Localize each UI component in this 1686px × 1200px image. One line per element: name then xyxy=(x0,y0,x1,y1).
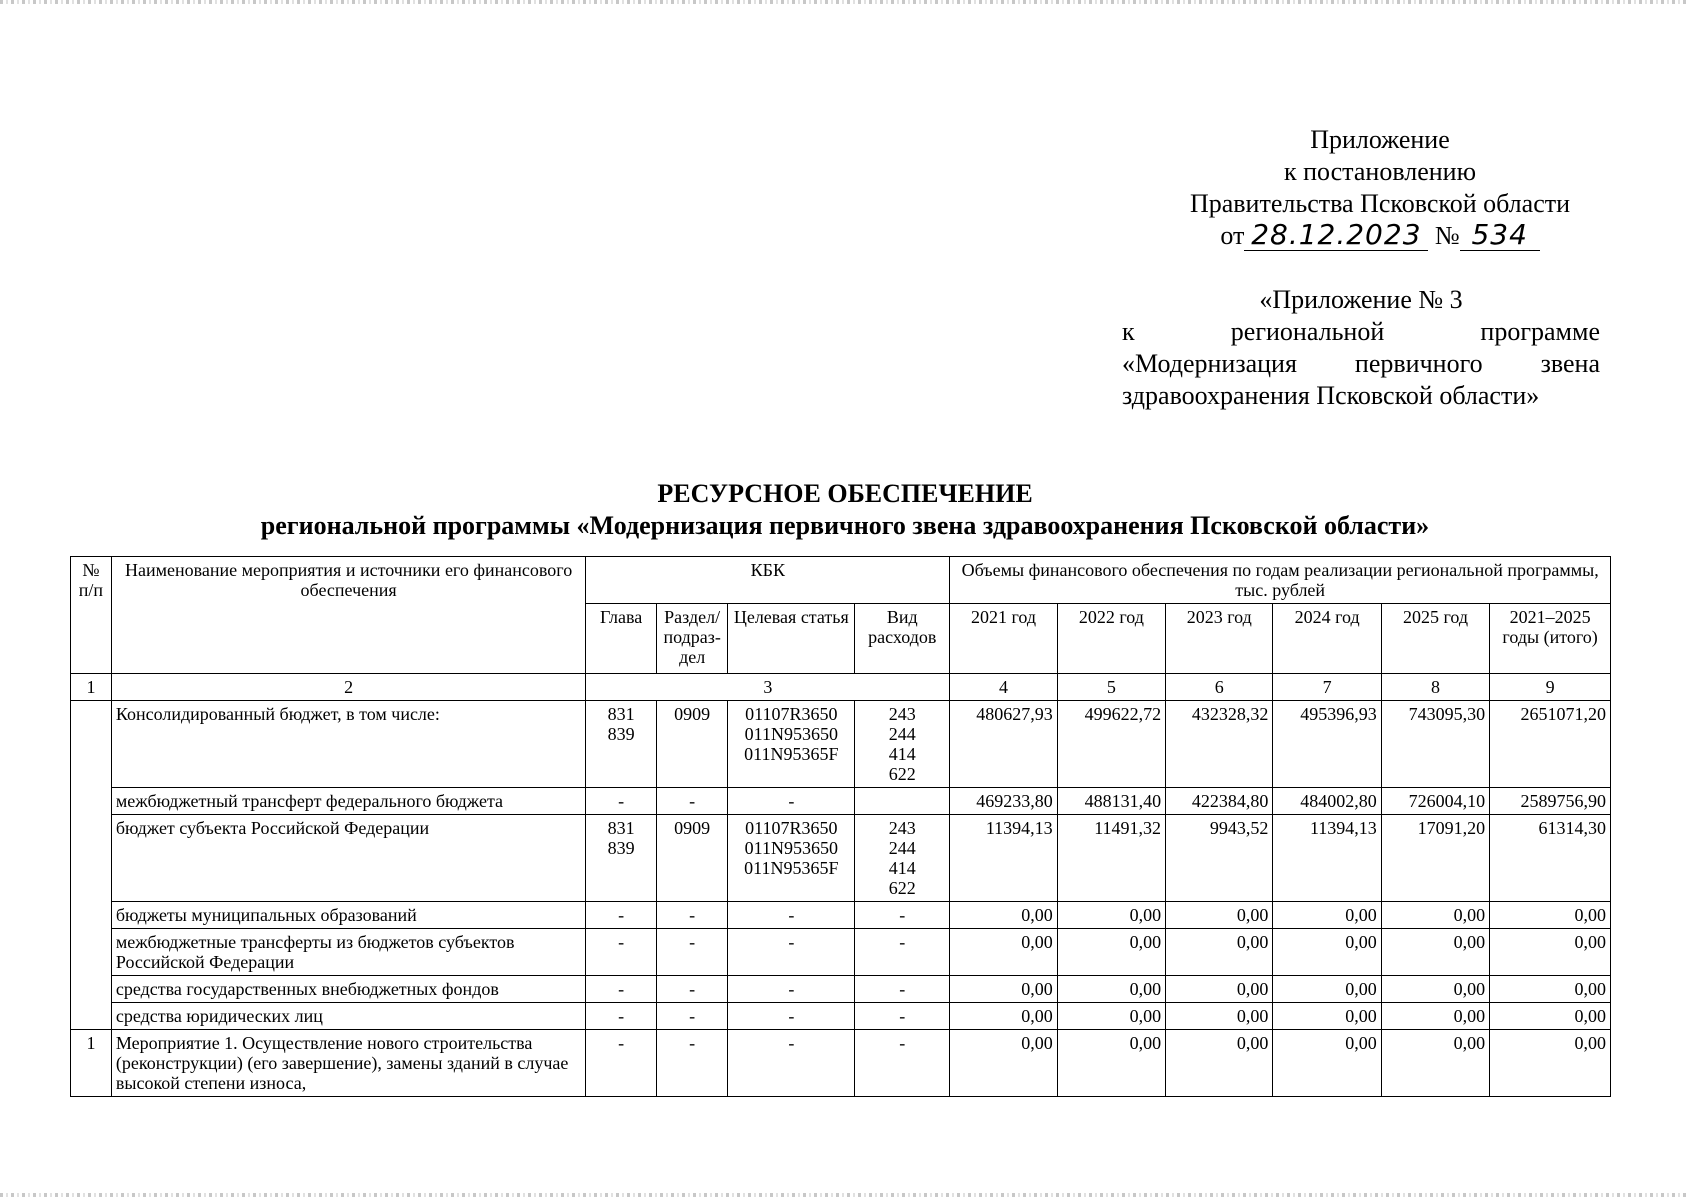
kbk-glava-value: 839 xyxy=(607,724,635,744)
amount-cell: 0,00 xyxy=(950,976,1057,1003)
kbk-glava-value: 831 xyxy=(607,704,635,724)
kbk-statya-value: 011N953650 xyxy=(744,724,838,744)
amount-cell: 0,00 xyxy=(1381,902,1489,929)
kbk-vid-value: - xyxy=(899,1033,906,1053)
title-line-1: РЕСУРСНОЕ ОБЕСПЕЧЕНИЕ xyxy=(657,479,1033,508)
table-row xyxy=(71,902,1611,929)
colnum-9: 9 xyxy=(1490,674,1611,701)
amount-cell: 0,00 xyxy=(1057,1030,1165,1097)
kbk-vid-value: - xyxy=(899,979,906,999)
annex-line-1: «Приложение № 3 xyxy=(1259,285,1463,314)
row-name-cell: межбюджетный трансферт федерального бюджета xyxy=(111,788,585,815)
kbk-statya-value: - xyxy=(788,1006,795,1026)
header-2024: 2024 год xyxy=(1273,604,1381,674)
kbk-statya-value: - xyxy=(788,905,795,925)
annex-line-4: здравоохранения Псковской области» xyxy=(1122,381,1540,410)
kbk-glava-value: - xyxy=(618,791,625,811)
kbk-glava-value: - xyxy=(618,1033,625,1053)
kbk-statya-value: - xyxy=(788,932,795,952)
amount-cell: 0,00 xyxy=(1490,1030,1611,1097)
kbk-razdel-value: 0909 xyxy=(674,704,711,724)
kbk-statya-value: 011N95365F xyxy=(744,744,839,764)
table-header-row-1 xyxy=(71,557,1611,604)
amount-cell: 0,00 xyxy=(1166,1003,1273,1030)
row-name-cell: межбюджетные трансферты из бюджетов субъектов Российской Федерации xyxy=(111,929,585,976)
kbk-statya-value: - xyxy=(788,1033,795,1053)
table-row xyxy=(71,788,1611,815)
kbk-statya-cell xyxy=(728,929,855,976)
kbk-razdel-cell xyxy=(656,788,728,815)
annex-line-3: «Модернизация первичного звена xyxy=(1122,349,1600,378)
amount-cell: 61314,30 xyxy=(1490,815,1611,902)
amount-cell: 2589756,90 xyxy=(1490,788,1611,815)
amount-cell: 11491,32 xyxy=(1057,815,1165,902)
approval-block xyxy=(1160,124,1600,252)
kbk-statya-cell xyxy=(728,1030,855,1097)
amount-cell: 743095,30 xyxy=(1381,701,1489,788)
kbk-statya-value: 01107R3650 xyxy=(745,704,838,724)
table-row xyxy=(71,976,1611,1003)
amount-cell: 0,00 xyxy=(1166,1030,1273,1097)
kbk-razdel-cell xyxy=(656,902,728,929)
resource-table xyxy=(70,556,1611,1097)
kbk-glava-cell xyxy=(586,902,657,929)
amount-cell: 0,00 xyxy=(1381,976,1489,1003)
approval-line-2: к постановлению xyxy=(1283,157,1477,186)
annex-block xyxy=(1122,284,1600,412)
document-title xyxy=(160,478,1530,542)
scan-edge-bottom xyxy=(0,1193,1686,1197)
kbk-razdel-value: - xyxy=(689,979,696,999)
approval-date-line xyxy=(1160,220,1600,252)
kbk-vid-value: - xyxy=(899,905,906,925)
amount-cell: 499622,72 xyxy=(1057,701,1165,788)
amount-cell: 0,00 xyxy=(1381,1003,1489,1030)
annex-line-2: к региональной программе xyxy=(1122,317,1600,346)
kbk-statya-value: 011N953650 xyxy=(744,838,838,858)
amount-cell: 0,00 xyxy=(1381,929,1489,976)
header-2025: 2025 год xyxy=(1381,604,1489,674)
amount-cell: 11394,13 xyxy=(1273,815,1381,902)
title-line-2: региональной программы «Модернизация первичного звена здравоохранения Псковской области» xyxy=(260,511,1430,540)
kbk-statya-value: 011N95365F xyxy=(744,858,839,878)
kbk-glava-value: - xyxy=(618,905,625,925)
header-2021: 2021 год xyxy=(950,604,1057,674)
amount-cell: 9943,52 xyxy=(1166,815,1273,902)
amount-cell: 0,00 xyxy=(950,1030,1057,1097)
kbk-razdel-cell xyxy=(656,976,728,1003)
kbk-vid-value: 243 xyxy=(888,704,916,724)
kbk-razdel-value: - xyxy=(689,905,696,925)
kbk-vid-cell xyxy=(855,976,950,1003)
handwritten-number: 534 xyxy=(1460,220,1540,251)
kbk-glava-cell xyxy=(586,1003,657,1030)
kbk-statya-cell xyxy=(728,1003,855,1030)
colnum-6: 6 xyxy=(1166,674,1273,701)
amount-cell: 0,00 xyxy=(1381,1030,1489,1097)
row-name-cell: средства юридических лиц xyxy=(111,1003,585,1030)
kbk-glava-value: 831 xyxy=(607,818,635,838)
kbk-razdel-cell xyxy=(656,929,728,976)
amount-cell: 480627,93 xyxy=(950,701,1057,788)
amount-cell: 2651071,20 xyxy=(1490,701,1611,788)
amount-cell: 17091,20 xyxy=(1381,815,1489,902)
kbk-glava-cell xyxy=(586,1030,657,1097)
table-row xyxy=(71,701,1611,788)
amount-cell: 495396,93 xyxy=(1273,701,1381,788)
row-number-cell: 1 xyxy=(71,1030,112,1097)
amount-cell: 0,00 xyxy=(1057,902,1165,929)
kbk-statya-value: - xyxy=(788,791,795,811)
approval-line-1: Приложение xyxy=(1310,125,1450,154)
kbk-glava-value: 839 xyxy=(607,838,635,858)
kbk-vid-cell xyxy=(855,902,950,929)
approval-line-3: Правительства Псковской области xyxy=(1189,189,1571,218)
row-name-cell: бюджеты муниципальных образований xyxy=(111,902,585,929)
amount-cell: 0,00 xyxy=(1490,1003,1611,1030)
from-label: от xyxy=(1220,221,1245,250)
colnum-5: 5 xyxy=(1057,674,1165,701)
amount-cell: 488131,40 xyxy=(1057,788,1165,815)
amount-cell: 0,00 xyxy=(1273,1030,1381,1097)
kbk-vid-value: - xyxy=(899,1006,906,1026)
amount-cell: 0,00 xyxy=(1490,976,1611,1003)
kbk-razdel-cell xyxy=(656,815,728,902)
kbk-razdel-value: - xyxy=(689,1006,696,1026)
kbk-vid-cell xyxy=(855,1030,950,1097)
row-name-cell: Консолидированный бюджет, в том числе: xyxy=(111,701,585,788)
amount-cell: 0,00 xyxy=(1273,976,1381,1003)
amount-cell: 0,00 xyxy=(1057,1003,1165,1030)
kbk-razdel-value: - xyxy=(689,1033,696,1053)
header-no: № п/п xyxy=(71,557,112,674)
kbk-razdel-value: - xyxy=(689,791,696,811)
row-name-cell: Мероприятие 1. Осуществление нового строительства (реконструкции) (его завершение), замены зданий в случае высокой степени износа, xyxy=(111,1030,585,1097)
colnum-1: 1 xyxy=(71,674,112,701)
kbk-vid-value: 243 xyxy=(888,818,916,838)
kbk-statya-cell xyxy=(728,701,855,788)
kbk-vid-cell xyxy=(855,1003,950,1030)
header-glava: Глава xyxy=(586,604,657,674)
header-kbk: КБК xyxy=(586,557,950,604)
colnum-3: 3 xyxy=(586,674,950,701)
amount-cell: 432328,32 xyxy=(1166,701,1273,788)
row-number-cell xyxy=(71,701,112,1030)
kbk-vid-cell xyxy=(855,815,950,902)
scan-edge-top xyxy=(0,0,1686,4)
kbk-statya-cell xyxy=(728,976,855,1003)
kbk-glava-value: - xyxy=(618,932,625,952)
table-row xyxy=(71,815,1611,902)
kbk-vid-value: 414 xyxy=(888,744,916,764)
colnum-2: 2 xyxy=(111,674,585,701)
amount-cell: 11394,13 xyxy=(950,815,1057,902)
amount-cell: 469233,80 xyxy=(950,788,1057,815)
kbk-glava-value: - xyxy=(618,1006,625,1026)
kbk-glava-cell xyxy=(586,976,657,1003)
header-2023: 2023 год xyxy=(1166,604,1273,674)
row-name-cell: средства государственных внебюджетных фондов xyxy=(111,976,585,1003)
amount-cell: 0,00 xyxy=(1166,929,1273,976)
colnum-8: 8 xyxy=(1381,674,1489,701)
amount-cell: 0,00 xyxy=(1166,902,1273,929)
header-volumes: Объемы финансового обеспечения по годам реализации региональной программы, тыс. рублей xyxy=(950,557,1611,604)
kbk-statya-value: - xyxy=(788,979,795,999)
kbk-vid-value: 622 xyxy=(888,764,916,784)
kbk-razdel-cell xyxy=(656,1030,728,1097)
handwritten-date: 28.12.2023 xyxy=(1244,220,1428,251)
amount-cell: 422384,80 xyxy=(1166,788,1273,815)
amount-cell: 0,00 xyxy=(1166,976,1273,1003)
kbk-vid-value: - xyxy=(899,932,906,952)
kbk-glava-cell xyxy=(586,815,657,902)
colnum-7: 7 xyxy=(1273,674,1381,701)
kbk-vid-value: 622 xyxy=(888,878,916,898)
kbk-vid-value: 244 xyxy=(888,838,916,858)
kbk-glava-cell xyxy=(586,701,657,788)
number-label: № xyxy=(1434,221,1460,250)
kbk-statya-cell xyxy=(728,788,855,815)
header-name: Наименование мероприятия и источники его финансового обеспечения xyxy=(111,557,585,674)
header-total: 2021–2025 годы (итого) xyxy=(1490,604,1611,674)
header-statya: Целевая статья xyxy=(728,604,855,674)
kbk-statya-cell xyxy=(728,815,855,902)
amount-cell: 0,00 xyxy=(1273,929,1381,976)
amount-cell: 0,00 xyxy=(1273,902,1381,929)
kbk-razdel-value: - xyxy=(689,932,696,952)
kbk-glava-value: - xyxy=(618,979,625,999)
amount-cell: 0,00 xyxy=(1273,1003,1381,1030)
amount-cell: 0,00 xyxy=(1057,929,1165,976)
amount-cell: 0,00 xyxy=(1490,929,1611,976)
row-name-cell: бюджет субъекта Российской Федерации xyxy=(111,815,585,902)
header-razdel: Раздел/ подраз-дел xyxy=(656,604,728,674)
kbk-vid-cell xyxy=(855,788,950,815)
amount-cell: 0,00 xyxy=(1490,902,1611,929)
column-numbers-row xyxy=(71,674,1611,701)
amount-cell: 726004,10 xyxy=(1381,788,1489,815)
colnum-4: 4 xyxy=(950,674,1057,701)
table-row xyxy=(71,1003,1611,1030)
header-vid: Вид расходов xyxy=(855,604,950,674)
kbk-razdel-value: 0909 xyxy=(674,818,711,838)
kbk-razdel-cell xyxy=(656,1003,728,1030)
table-row xyxy=(71,1030,1611,1097)
kbk-glava-cell xyxy=(586,929,657,976)
amount-cell: 0,00 xyxy=(950,1003,1057,1030)
kbk-vid-cell xyxy=(855,701,950,788)
kbk-vid-value: 244 xyxy=(888,724,916,744)
table-row xyxy=(71,929,1611,976)
kbk-vid-cell xyxy=(855,929,950,976)
header-2022: 2022 год xyxy=(1057,604,1165,674)
amount-cell: 0,00 xyxy=(1057,976,1165,1003)
amount-cell: 0,00 xyxy=(950,902,1057,929)
kbk-razdel-cell xyxy=(656,701,728,788)
kbk-vid-value: 414 xyxy=(888,858,916,878)
kbk-statya-cell xyxy=(728,902,855,929)
amount-cell: 484002,80 xyxy=(1273,788,1381,815)
kbk-glava-cell xyxy=(586,788,657,815)
kbk-statya-value: 01107R3650 xyxy=(745,818,838,838)
amount-cell: 0,00 xyxy=(950,929,1057,976)
